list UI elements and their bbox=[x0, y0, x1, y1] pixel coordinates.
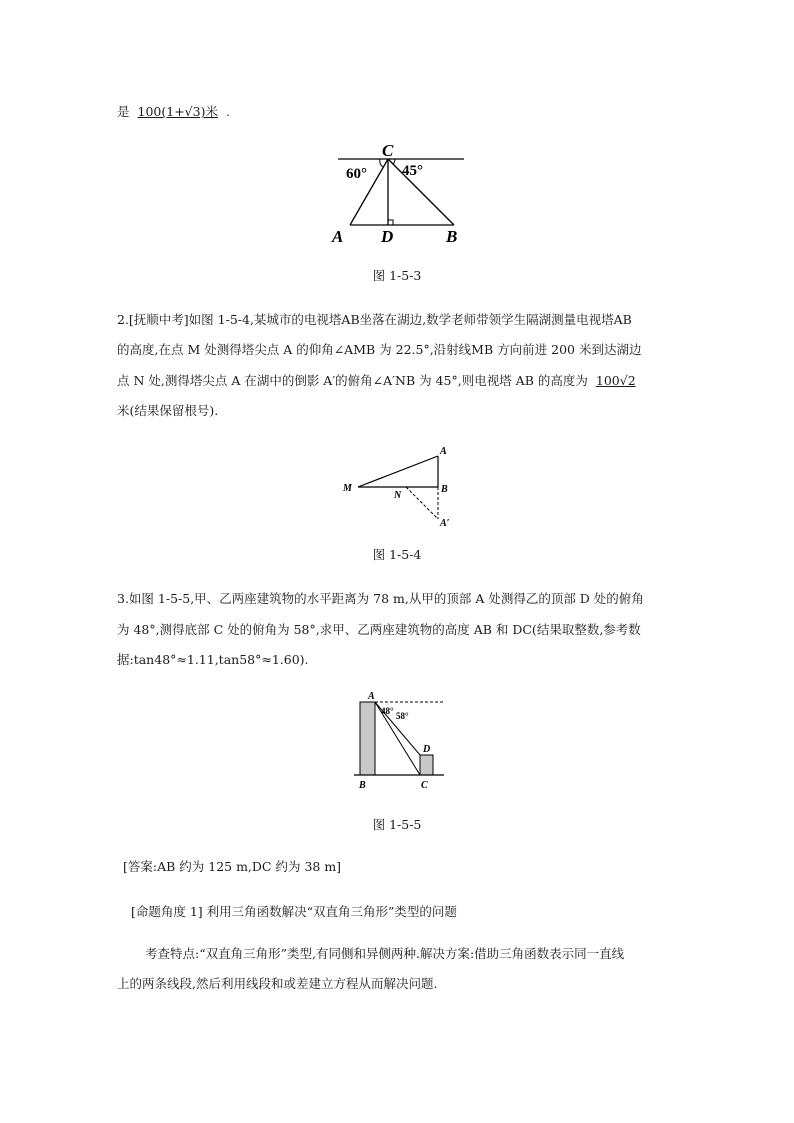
line-na-prime bbox=[406, 487, 438, 519]
label-a: A bbox=[332, 227, 344, 246]
figure-1-5-4 bbox=[338, 440, 458, 528]
caption-1-5-4: 图 1-5-4 bbox=[372, 547, 422, 562]
answer-prefix: 是 bbox=[117, 104, 130, 119]
label-c: C bbox=[382, 141, 394, 160]
label-45: 45° bbox=[402, 163, 423, 179]
problem-2-answer: 100√2 bbox=[595, 373, 636, 388]
label-c: C bbox=[421, 780, 428, 791]
section-paragraph-line-2: 上的两条线段,然后利用线段和或差建立方程从而解决问题. bbox=[117, 976, 438, 991]
section-heading: [命题角度 1] 利用三角函数解决“双直角三角形”类型的问题 bbox=[131, 904, 457, 919]
caption-1-5-3: 图 1-5-3 bbox=[372, 268, 422, 283]
figure-1-5-5 bbox=[352, 690, 452, 795]
problem-3-line-3: 据:tan48°≈1.11,tan58°≈1.60). bbox=[117, 652, 309, 667]
problem-3-line-2: 为 48°,测得底部 C 处的俯角为 58°,求甲、乙两座建筑物的高度 AB 和 DC(结果取整数,参考数 bbox=[117, 622, 641, 637]
label-b: B bbox=[359, 780, 366, 791]
label-a: A bbox=[440, 446, 447, 457]
building-jia bbox=[360, 702, 375, 775]
line-ma bbox=[358, 456, 438, 487]
label-a-prime: A′ bbox=[440, 518, 450, 528]
label-d: D bbox=[381, 227, 394, 246]
problem-2-line-3 bbox=[117, 372, 644, 390]
problem-3-line-1: 3.如图 1-5-5,甲、乙两座建筑物的水平距离为 78 m,从甲的顶部 A 处测得乙的顶部 D 处的俯角 bbox=[117, 591, 644, 606]
label-58: 58° bbox=[396, 711, 409, 721]
problem-2-line-2: 的高度,在点 M 处测得塔尖点 A 的仰角∠AMB 为 22.5°,沿射线MB 方向前进 200 米到达湖边 bbox=[117, 342, 642, 357]
label-b: B bbox=[446, 227, 458, 246]
answer-3: [答案:AB 约为 125 m,DC 约为 38 m] bbox=[123, 859, 342, 874]
section-paragraph-line-1: 考查特点:“双直角三角形”类型,有同侧和异侧两种.解决方案:借助三角函数表示同一直线 bbox=[145, 946, 625, 961]
right-angle-mark bbox=[388, 220, 393, 225]
problem-2-line-3-text: 点 N 处,测得塔尖点 A 在湖中的倒影 A′的俯角∠A′NB 为 45°,则电视塔 AB 的高度为 bbox=[117, 373, 588, 388]
angle-arc-left bbox=[380, 159, 383, 167]
caption-1-5-5: 图 1-5-5 bbox=[372, 817, 422, 832]
top-answer-line bbox=[117, 103, 230, 121]
figure-1-5-3 bbox=[330, 138, 470, 246]
building-yi bbox=[420, 755, 433, 775]
problem-2-line-4: 米(结果保留根号). bbox=[117, 403, 219, 418]
label-60: 60° bbox=[346, 166, 367, 182]
label-n: N bbox=[394, 490, 402, 501]
problem-2-line-1: 2.[抚顺中考]如图 1-5-4,某城市的电视塔AB坐落在湖边,数学老师带领学生隔湖测量电视塔AB bbox=[117, 312, 632, 327]
label-d: D bbox=[423, 744, 431, 755]
answer-value: 100(1+√3)米 bbox=[137, 104, 218, 119]
answer-suffix: . bbox=[225, 104, 230, 119]
label-b: B bbox=[441, 484, 448, 495]
label-a: A bbox=[368, 691, 375, 702]
label-48: 48° bbox=[381, 706, 394, 716]
label-m: M bbox=[343, 483, 352, 494]
